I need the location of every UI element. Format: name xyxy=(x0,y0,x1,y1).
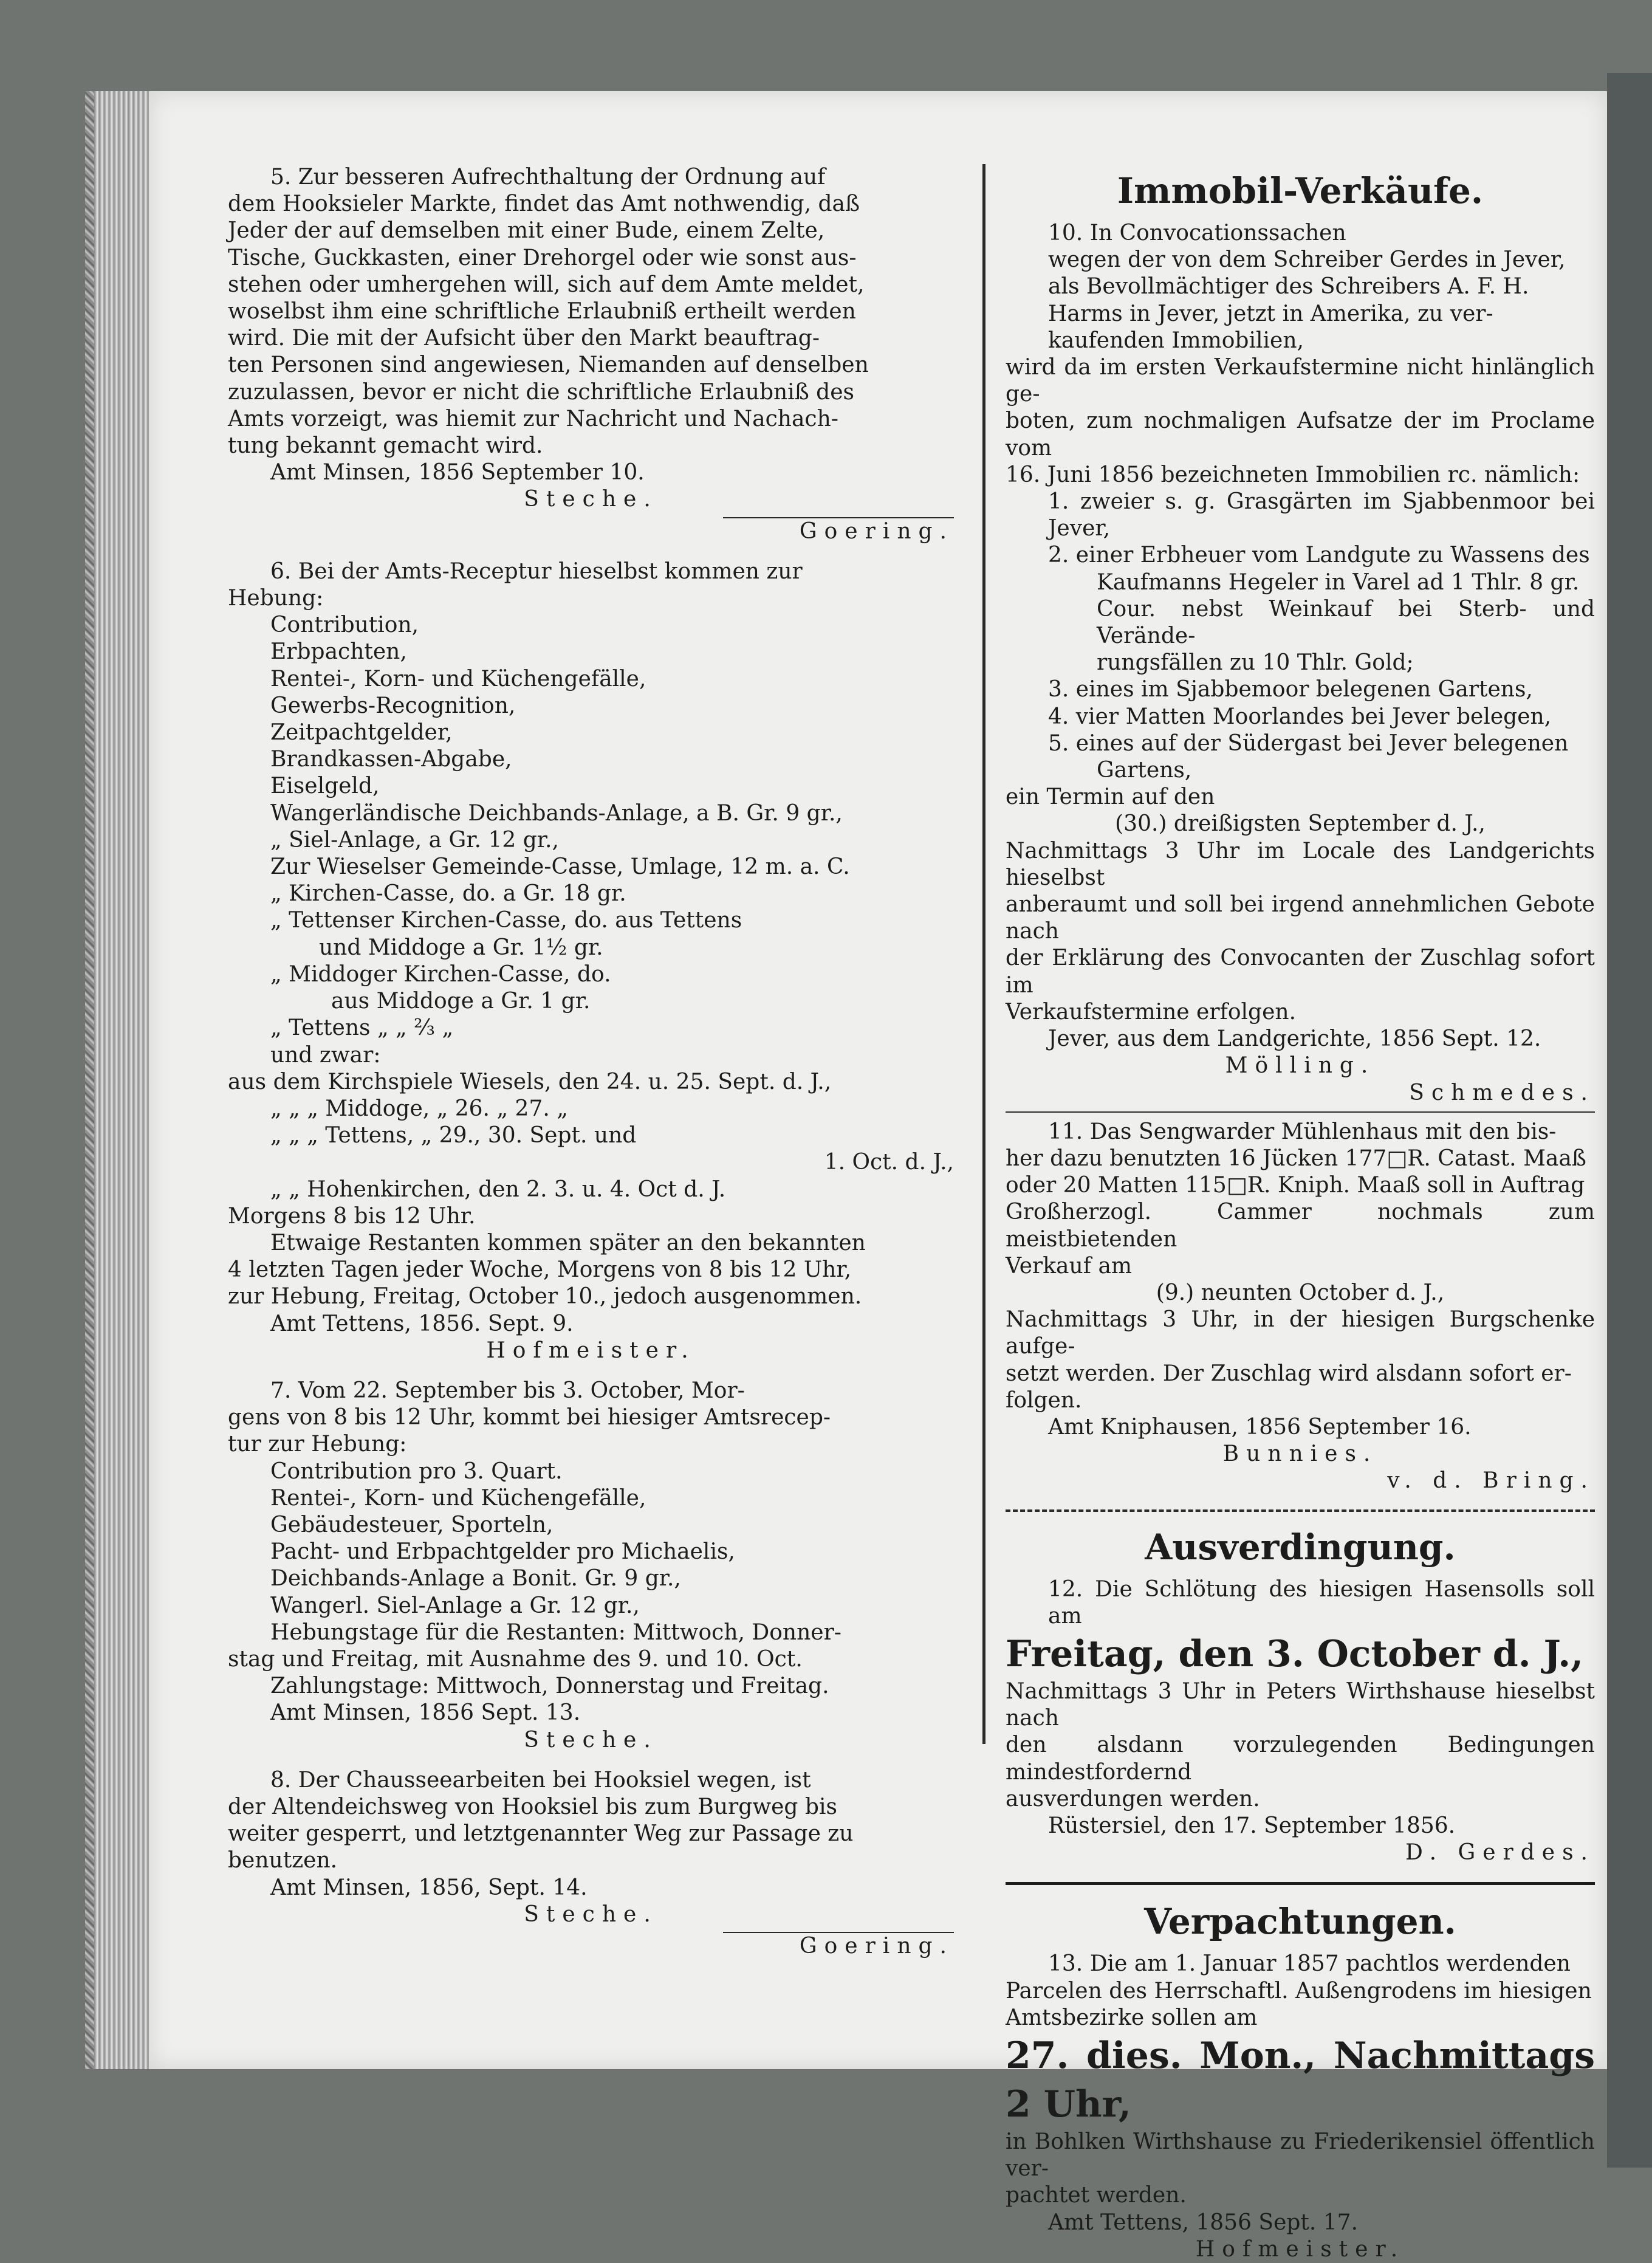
list-item: „ Kirchen-Casse, do. a Gr. 18 gr. xyxy=(270,881,626,907)
text-line: setzt werden. Der Zuschlag wird alsdann sofort er- xyxy=(1006,1361,1572,1386)
text-line: gens von 8 bis 12 Uhr, kommt bei hiesiger Amtsrecep- xyxy=(228,1405,831,1430)
text-line: 11. Das Sengwarder Mühlenhaus mit den bis- xyxy=(1048,1119,1557,1144)
text-line: anberaumt und soll bei irgend annehmlichen Gebote nach xyxy=(1006,892,1595,944)
notice-13 xyxy=(1006,1951,1595,2263)
list-item: Contribution, xyxy=(270,613,419,638)
place-date: Jever, aus dem Landgerichte, 1856 Sept. 12. xyxy=(1048,1026,1541,1052)
schedule-line: „ „ „ Tettens, „ 29., 30. Sept. und xyxy=(270,1123,637,1149)
list-item: „ Middoger Kirchen-Casse, do. xyxy=(270,961,611,987)
section-heading: Ausverdingung. xyxy=(1145,1526,1456,1568)
text-line: 8. Der Chausseearbeiten bei Hooksiel wegen, ist xyxy=(270,1767,811,1793)
signature: Hofmeister. xyxy=(486,1338,696,1363)
signature: Goering. xyxy=(799,518,954,544)
place-date: Amt Minsen, 1856 September 10. xyxy=(270,460,645,486)
list-item: Rentei-, Korn- und Küchengefälle, xyxy=(270,1485,646,1511)
signature: Hofmeister. xyxy=(1195,2236,1405,2262)
list-item: aus Middoge a Gr. 1 gr. xyxy=(331,989,591,1014)
text-line: Hebungstage für die Restanten: Mittwoch, Donner- xyxy=(270,1619,841,1645)
list-item: Eiselgeld, xyxy=(270,774,380,799)
list-item: Gebäudesteuer, Sporteln, xyxy=(270,1512,554,1537)
text-line: Großherzogl. Cammer nochmals zum meistbietenden xyxy=(1006,1200,1595,1252)
signature: D. Gerdes. xyxy=(1405,1840,1595,1866)
date-line: (9.) neunten October d. J., xyxy=(1156,1280,1445,1305)
text-line: ausverdungen werden. xyxy=(1006,1786,1260,1811)
signature: Steche. xyxy=(524,1901,658,1927)
text-line: benutzen. xyxy=(228,1848,338,1873)
list-item: „ Tettens „ „ ⅔ „ xyxy=(270,1015,454,1041)
text-line: Jeder der auf demselben mit einer Bude, einem Zelte, xyxy=(228,218,825,244)
place-date: Amt Kniphausen, 1856 September 16. xyxy=(1048,1414,1472,1440)
notice-rule xyxy=(1006,1111,1595,1113)
notice-12 xyxy=(1006,1576,1595,1867)
section-heading: Verpachtungen. xyxy=(1144,1901,1456,1943)
notice-7 xyxy=(228,1378,954,1754)
notice-5 xyxy=(228,164,954,545)
place-date: Amt Minsen, 1856, Sept. 14. xyxy=(270,1875,588,1900)
list-item: Gewerbs-Recognition, xyxy=(270,693,516,718)
schedule-line: aus dem Kirchspiele Wiesels, den 24. u. 25. Sept. d. J., xyxy=(228,1069,832,1094)
text-line: Nachmittags 3 Uhr in Peters Wirthshause hieselbst nach xyxy=(1006,1678,1595,1731)
text-line: Verkaufstermine erfolgen. xyxy=(1006,999,1297,1025)
list-item: 5. eines auf der Südergast bei Jever belegenen xyxy=(1048,730,1569,756)
signature: v. d. Bring. xyxy=(1387,1468,1595,1494)
text-line: 4 letzten Tagen jeder Woche, Morgens von 8 bis 12 Uhr, xyxy=(228,1257,852,1283)
section-rule xyxy=(1006,1882,1595,1885)
place-date: Rüstersiel, den 17. September 1856. xyxy=(1048,1813,1456,1838)
text-line: und zwar: xyxy=(270,1042,381,1068)
text-line: kaufenden Immobilien, xyxy=(1048,328,1304,353)
text-line: stehen oder umhergehen will, sich auf dem Amte meldet, xyxy=(228,272,865,297)
list-item: Kaufmanns Hegeler in Varel ad 1 Thlr. 8 gr. xyxy=(1097,569,1580,595)
text-line: Hebung: xyxy=(228,586,324,611)
text-line: tung bekannt gemacht wird. xyxy=(228,433,543,459)
list-item: Contribution pro 3. Quart. xyxy=(270,1458,563,1484)
list-item: 2. einer Erbheuer vom Landgute zu Wassens des xyxy=(1048,543,1590,568)
list-item: Pacht- und Erbpachtgelder pro Michaelis, xyxy=(270,1539,735,1565)
text-line: wird da im ersten Verkaufstermine nicht hinlänglich ge- xyxy=(1006,355,1595,407)
signature: Bunnies. xyxy=(1222,1441,1378,1467)
list-item: Erbpachten, xyxy=(270,639,407,665)
left-column xyxy=(228,164,954,1960)
text-line: wegen der von dem Schreiber Gerdes in Jever, xyxy=(1048,247,1566,273)
text-line: Amts vorzeigt, was hiemit zur Nachricht und Nachach- xyxy=(228,406,838,431)
section-heading: Immobil-Verkäufe. xyxy=(1117,170,1484,211)
text-line: Zahlungstage: Mittwoch, Donnerstag und Freitag. xyxy=(270,1674,829,1699)
list-item: 4. vier Matten Moorlandes bei Jever belegen, xyxy=(1048,704,1552,729)
date-line: (30.) dreißigsten September d. J., xyxy=(1115,811,1486,837)
text-line: Nachmittags 3 Uhr im Locale des Landgerichts hieselbst xyxy=(1006,838,1595,890)
highlight-date: Freitag, den 3. October d. J., xyxy=(1006,1632,1584,1675)
text-line: Tische, Guckkasten, einer Drehorgel oder wie sonst aus- xyxy=(228,245,857,270)
text-line: Amtsbezirke sollen am xyxy=(1006,2005,1258,2030)
signature: Steche. xyxy=(524,1727,658,1753)
section-rule xyxy=(1006,1509,1595,1512)
place-date: Amt Minsen, 1856 Sept. 13. xyxy=(270,1700,581,1726)
text-line: 12. Die Schlötung des hiesigen Hasensolls soll am xyxy=(1048,1576,1595,1629)
list-item: rungsfällen zu 10 Thlr. Gold; xyxy=(1097,650,1414,676)
notice-11 xyxy=(1006,1119,1595,1495)
list-item: Deichbands-Anlage a Bonit. Gr. 9 gr., xyxy=(270,1566,681,1592)
text-line: der Erklärung des Convocanten der Zuschlag sofort im xyxy=(1006,946,1595,998)
highlight-date: 27. dies. Mon., Nachmittags 2 Uhr, xyxy=(1006,2034,1595,2126)
text-line: Nachmittags 3 Uhr, in der hiesigen Burgschenke aufge- xyxy=(1006,1307,1595,1359)
text-line: her dazu benutzten 16 Jücken 177□R. Catast. Maaß xyxy=(1006,1145,1586,1171)
list-item: Zur Wieselser Gemeinde-Casse, Umlage, 12 m. a. C. xyxy=(270,854,850,880)
text-line: 13. Die am 1. Januar 1857 pachtlos werdenden xyxy=(1048,1951,1571,1977)
place-date: Amt Tettens, 1856 Sept. 17. xyxy=(1048,2210,1359,2235)
list-item: „ Siel-Anlage, a Gr. 12 gr., xyxy=(270,827,559,853)
text-line: folgen. xyxy=(1006,1387,1082,1413)
list-item: Wangerl. Siel-Anlage a Gr. 12 gr., xyxy=(270,1593,640,1618)
text-line: boten, zum nochmaligen Aufsatze der im Proclame vom xyxy=(1006,408,1595,461)
book-page-edges xyxy=(94,91,152,2069)
text-line: Harms in Jever, jetzt in Amerika, zu ver- xyxy=(1048,301,1493,326)
text-line: ten Personen sind angewiesen, Niemanden auf denselben xyxy=(228,352,869,378)
signature: Steche. xyxy=(524,487,658,512)
list-item: und Middoge a Gr. 1½ gr. xyxy=(319,935,603,960)
text-line: 6. Bei der Amts-Receptur hieselbst kommen zur xyxy=(270,558,803,584)
notice-10 xyxy=(1006,220,1595,1107)
text-line: in Bohlken Wirthshause zu Friederikensiel öffentlich ver- xyxy=(1006,2129,1595,2182)
text-line: zur Hebung, Freitag, October 10., jedoch ausgenommen. xyxy=(228,1284,862,1310)
column-divider xyxy=(982,164,985,1744)
text-line: 7. Vom 22. September bis 3. October, Mor- xyxy=(270,1378,745,1403)
text-line: 16. Juni 1856 bezeichneten Immobilien rc. nämlich: xyxy=(1006,462,1580,487)
text-line: weiter gesperrt, und letztgenannter Weg zur Passage zu xyxy=(228,1821,854,1847)
list-item: 3. eines im Sjabbemoor belegenen Gartens, xyxy=(1048,677,1533,702)
list-item: Brandkassen-Abgabe, xyxy=(270,747,512,772)
text-line: Etwaige Restanten kommen später an den bekannten xyxy=(270,1230,866,1255)
signature: Goering. xyxy=(799,1934,954,1959)
schedule-line: Morgens 8 bis 12 Uhr. xyxy=(228,1203,476,1229)
text-line: oder 20 Matten 115□R. Kniph. Maaß soll in Auftrag xyxy=(1006,1173,1585,1198)
schedule-line: „ „ Hohenkirchen, den 2. 3. u. 4. Oct d. J. xyxy=(270,1176,726,1202)
list-item: Rentei-, Korn- und Küchengefälle, xyxy=(270,666,646,692)
text-line: Parcelen des Herrschaftl. Außengrodens im hiesigen xyxy=(1006,1978,1592,2004)
text-line: wird. Die mit der Aufsicht über den Markt beauftrag- xyxy=(228,326,820,351)
signature: Mölling. xyxy=(1225,1053,1376,1079)
list-item: 1. zweier s. g. Grasgärten im Sjabbenmoor bei Jever, xyxy=(1048,489,1595,541)
text-line: den alsdann vorzulegenden Bedingungen mindestfordernd xyxy=(1006,1732,1595,1785)
notice-8 xyxy=(228,1767,954,1960)
list-item: Cour. nebst Weinkauf bei Sterb- und Verände- xyxy=(1097,596,1595,649)
text-line: pachtet werden. xyxy=(1006,2183,1187,2208)
text-line: 5. Zur besseren Aufrechthaltung der Ordnung auf xyxy=(270,165,826,190)
text-line: 10. In Convocationssachen xyxy=(1048,221,1346,246)
place-date: Amt Tettens, 1856. Sept. 9. xyxy=(270,1311,574,1336)
text-line: zuzulassen, bevor er nicht die schriftliche Erlaubniß des xyxy=(228,379,855,405)
text-line: tur zur Hebung: xyxy=(228,1432,407,1457)
text-line: woselbst ihm eine schriftliche Erlaubniß ertheilt werden xyxy=(228,299,856,325)
list-item: Zeitpachtgelder, xyxy=(270,720,453,746)
text-line: Verkauf am xyxy=(1006,1253,1133,1279)
list-item: „ Tettenser Kirchen-Casse, do. aus Tettens xyxy=(270,908,742,933)
text-line: der Altendeichsweg von Hooksiel bis zum Burgweg bis xyxy=(228,1794,837,1819)
notice-6 xyxy=(228,558,954,1364)
scan-background-strip xyxy=(1607,73,1652,2168)
text-line: dem Hooksieler Markte, findet das Amt nothwendig, daß xyxy=(228,191,860,217)
signature: Schmedes. xyxy=(1409,1080,1595,1105)
schedule-line: „ „ „ Middoge, „ 26. „ 27. „ xyxy=(270,1096,568,1121)
schedule-line: 1. Oct. d. J., xyxy=(824,1150,954,1175)
text-line: ein Termin auf den xyxy=(1006,785,1215,810)
right-column xyxy=(1006,164,1595,2263)
list-item: Wangerländische Deichbands-Anlage, a B. Gr. 9 gr., xyxy=(270,800,843,826)
text-line: als Bevollmächtiger des Schreibers A. F. H. xyxy=(1048,274,1529,300)
list-item: Gartens, xyxy=(1097,758,1192,783)
text-line: stag und Freitag, mit Ausnahme des 9. und 10. Oct. xyxy=(228,1646,803,1672)
